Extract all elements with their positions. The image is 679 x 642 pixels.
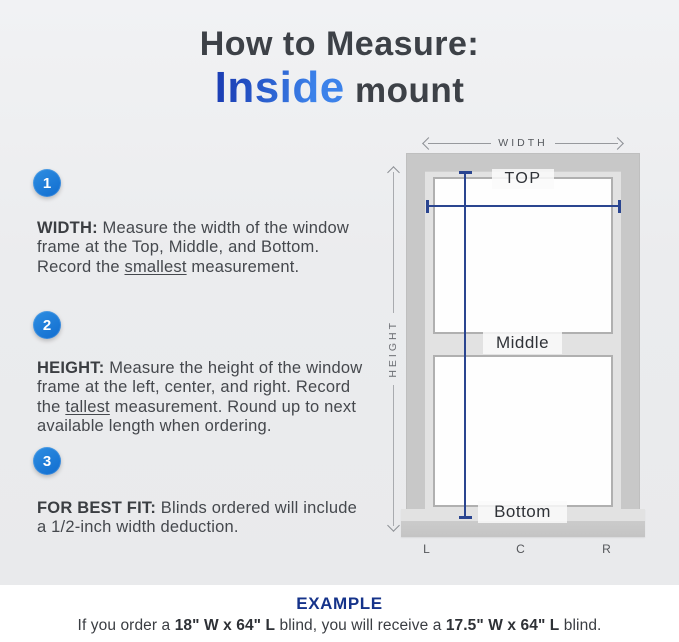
example-ordered-size: 18" W x 64" L [174, 617, 276, 634]
width-measure-arrow [424, 136, 622, 150]
step-2-body: Measure the height of the window frame at the left, center, and right. Record the [37, 358, 363, 416]
width-arrow-label: WIDTH [498, 137, 548, 149]
measure-tick [426, 200, 429, 213]
step-1-body: Measure the width of the window frame at the Top, Middle, and Bottom. Record the [37, 218, 350, 276]
step-3-body: Blinds ordered will include a 1/2-inch width deduction. [37, 498, 357, 536]
height-measure-arrow [385, 168, 401, 530]
height-measurement-line [464, 172, 466, 518]
step-3-number: 3 [42, 452, 52, 470]
step-3-label: FOR BEST FIT: [37, 498, 157, 517]
step-2-text [37, 359, 367, 437]
title-line1: How to Measure: [199, 25, 480, 63]
middle-position-label: Middle [483, 332, 562, 354]
step-1-badge [33, 169, 61, 197]
step-2-label: HEIGHT: [37, 358, 105, 377]
step-3-badge [33, 447, 61, 475]
step-1-number: 1 [42, 174, 52, 192]
top-position-label: TOP [492, 169, 554, 189]
arrow-down-icon [387, 519, 400, 532]
example-section [0, 585, 679, 642]
example-text: blind, you will receive a [275, 617, 446, 634]
example-text: blind. [559, 617, 602, 634]
step-1-label: WIDTH: [37, 218, 98, 237]
title-accent-inside: Inside [214, 63, 345, 112]
center-marker-label: C [516, 542, 526, 556]
step-1-text [37, 219, 367, 278]
width-measurement-line [427, 205, 620, 207]
step-1-body-end: measurement. [186, 257, 300, 276]
arrow-line [555, 143, 618, 144]
arrow-right-icon [611, 137, 624, 150]
arrow-left-icon [422, 137, 435, 150]
right-marker-label: R [602, 542, 612, 556]
arrow-line [393, 172, 394, 313]
title-line2 [0, 65, 679, 121]
step-2-body-end: measurement. Round up to next available length when ordering. [37, 397, 357, 435]
example-body [0, 617, 679, 635]
measure-tick [618, 200, 621, 213]
step-2-number: 2 [42, 316, 52, 334]
arrow-line [393, 385, 394, 526]
measure-tick [459, 171, 472, 174]
step-1-emphasis: smallest [124, 257, 187, 276]
arrow-line [428, 143, 491, 144]
arrow-up-icon [387, 166, 400, 179]
left-marker-label: L [423, 542, 431, 556]
example-heading: EXAMPLE [296, 594, 383, 613]
step-2-badge [33, 311, 61, 339]
page-title [0, 24, 679, 121]
window-diagram [378, 128, 663, 573]
step-2-emphasis: tallest [65, 397, 110, 416]
measure-tick [459, 516, 472, 519]
example-text: If you order a [77, 617, 175, 634]
window-pane-lower [433, 355, 613, 507]
bottom-position-label: Bottom [478, 501, 567, 523]
height-arrow-label: HEIGHT [387, 320, 399, 378]
example-received-size: 17.5" W x 64" L [445, 617, 560, 634]
window-pane-upper [433, 177, 613, 334]
title-rest-mount: mount [344, 71, 465, 110]
step-3-text [37, 499, 367, 538]
